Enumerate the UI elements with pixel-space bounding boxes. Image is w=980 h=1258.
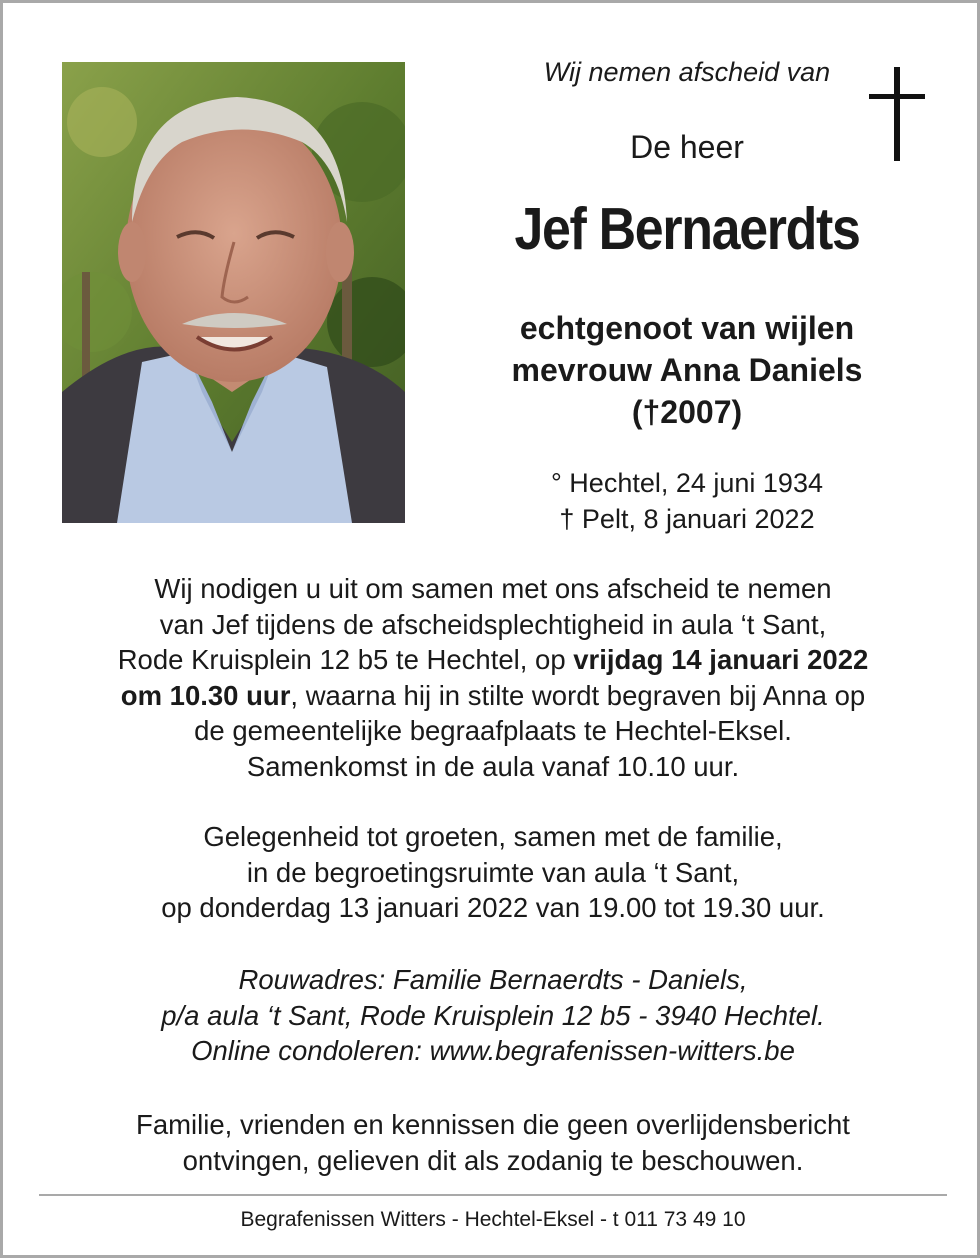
- notice-paragraph: [43, 1107, 943, 1178]
- ceremony-line: [43, 678, 943, 714]
- portrait-photo: [62, 62, 405, 523]
- notice-line: ontvingen, gelieven dit als zodanig te beschouwen.: [182, 1144, 804, 1176]
- ceremony-line: van Jef tijdens de afscheidsplechtigheid in aula ‘t Sant,: [159, 608, 827, 640]
- ceremony-time: om 10.30 uur: [120, 679, 291, 711]
- intro-line: Wij nemen afscheid van: [543, 57, 831, 87]
- notice-line: Familie, vrienden en kennissen die geen overlijdensbericht: [136, 1109, 850, 1140]
- ceremony-text: Rode Kruisplein 12 b5 te Hechtel, op: [117, 644, 574, 675]
- ceremony-line: [43, 642, 943, 678]
- spouse-line: mevrouw Anna Daniels: [511, 352, 863, 388]
- greeting-line: in de begroetingsruimte van aula ‘t Sant,: [246, 856, 740, 888]
- deceased-name: Jef Bernaerdts: [514, 196, 860, 262]
- condolence-link[interactable]: Online condoleren: www.begrafenissen-witters.be: [191, 1035, 795, 1066]
- greeting-paragraph: [43, 819, 943, 926]
- contact-paragraph: [43, 962, 943, 1069]
- honorific: De heer: [630, 129, 744, 165]
- ceremony-line: Wij nodigen u uit om samen met ons afscheid te nemen: [154, 573, 832, 604]
- ceremony-text: , waarna hij in stilte wordt begraven bij Anna op: [290, 679, 866, 711]
- greeting-line: op donderdag 13 januari 2022 van 19.00 tot 19.30 uur.: [161, 892, 825, 923]
- portrait-illustration: [62, 62, 405, 523]
- mourning-address: p/a aula ‘t Sant, Rode Kruisplein 12 b5 - 3940 Hechtel.: [161, 999, 825, 1031]
- ceremony-paragraph: [43, 571, 943, 784]
- funeral-home-footer: Begrafenissen Witters - Hechtel-Eksel - t 011 73 49 10: [240, 1208, 746, 1231]
- ceremony-line: Samenkomst in de aula vanaf 10.10 uur.: [246, 750, 740, 782]
- life-dates: [443, 465, 931, 537]
- ceremony-line: de gemeentelijke begraafplaats te Hechtel-Eksel.: [194, 715, 792, 746]
- footer-divider: [39, 1194, 947, 1196]
- ceremony-date: vrijdag 14 januari 2022: [573, 644, 869, 675]
- death-date: † Pelt, 8 januari 2022: [559, 504, 815, 534]
- spouse-line: echtgenoot van wijlen: [519, 310, 855, 346]
- mourning-address: Rouwadres: Familie Bernaerdts - Daniels,: [238, 964, 748, 995]
- spouse-line: (†2007): [631, 394, 743, 430]
- greeting-line: Gelegenheid tot groeten, samen met de familie,: [203, 821, 783, 852]
- spouse-info: [443, 307, 931, 433]
- birth-date: ° Hechtel, 24 juni 1934: [551, 468, 823, 498]
